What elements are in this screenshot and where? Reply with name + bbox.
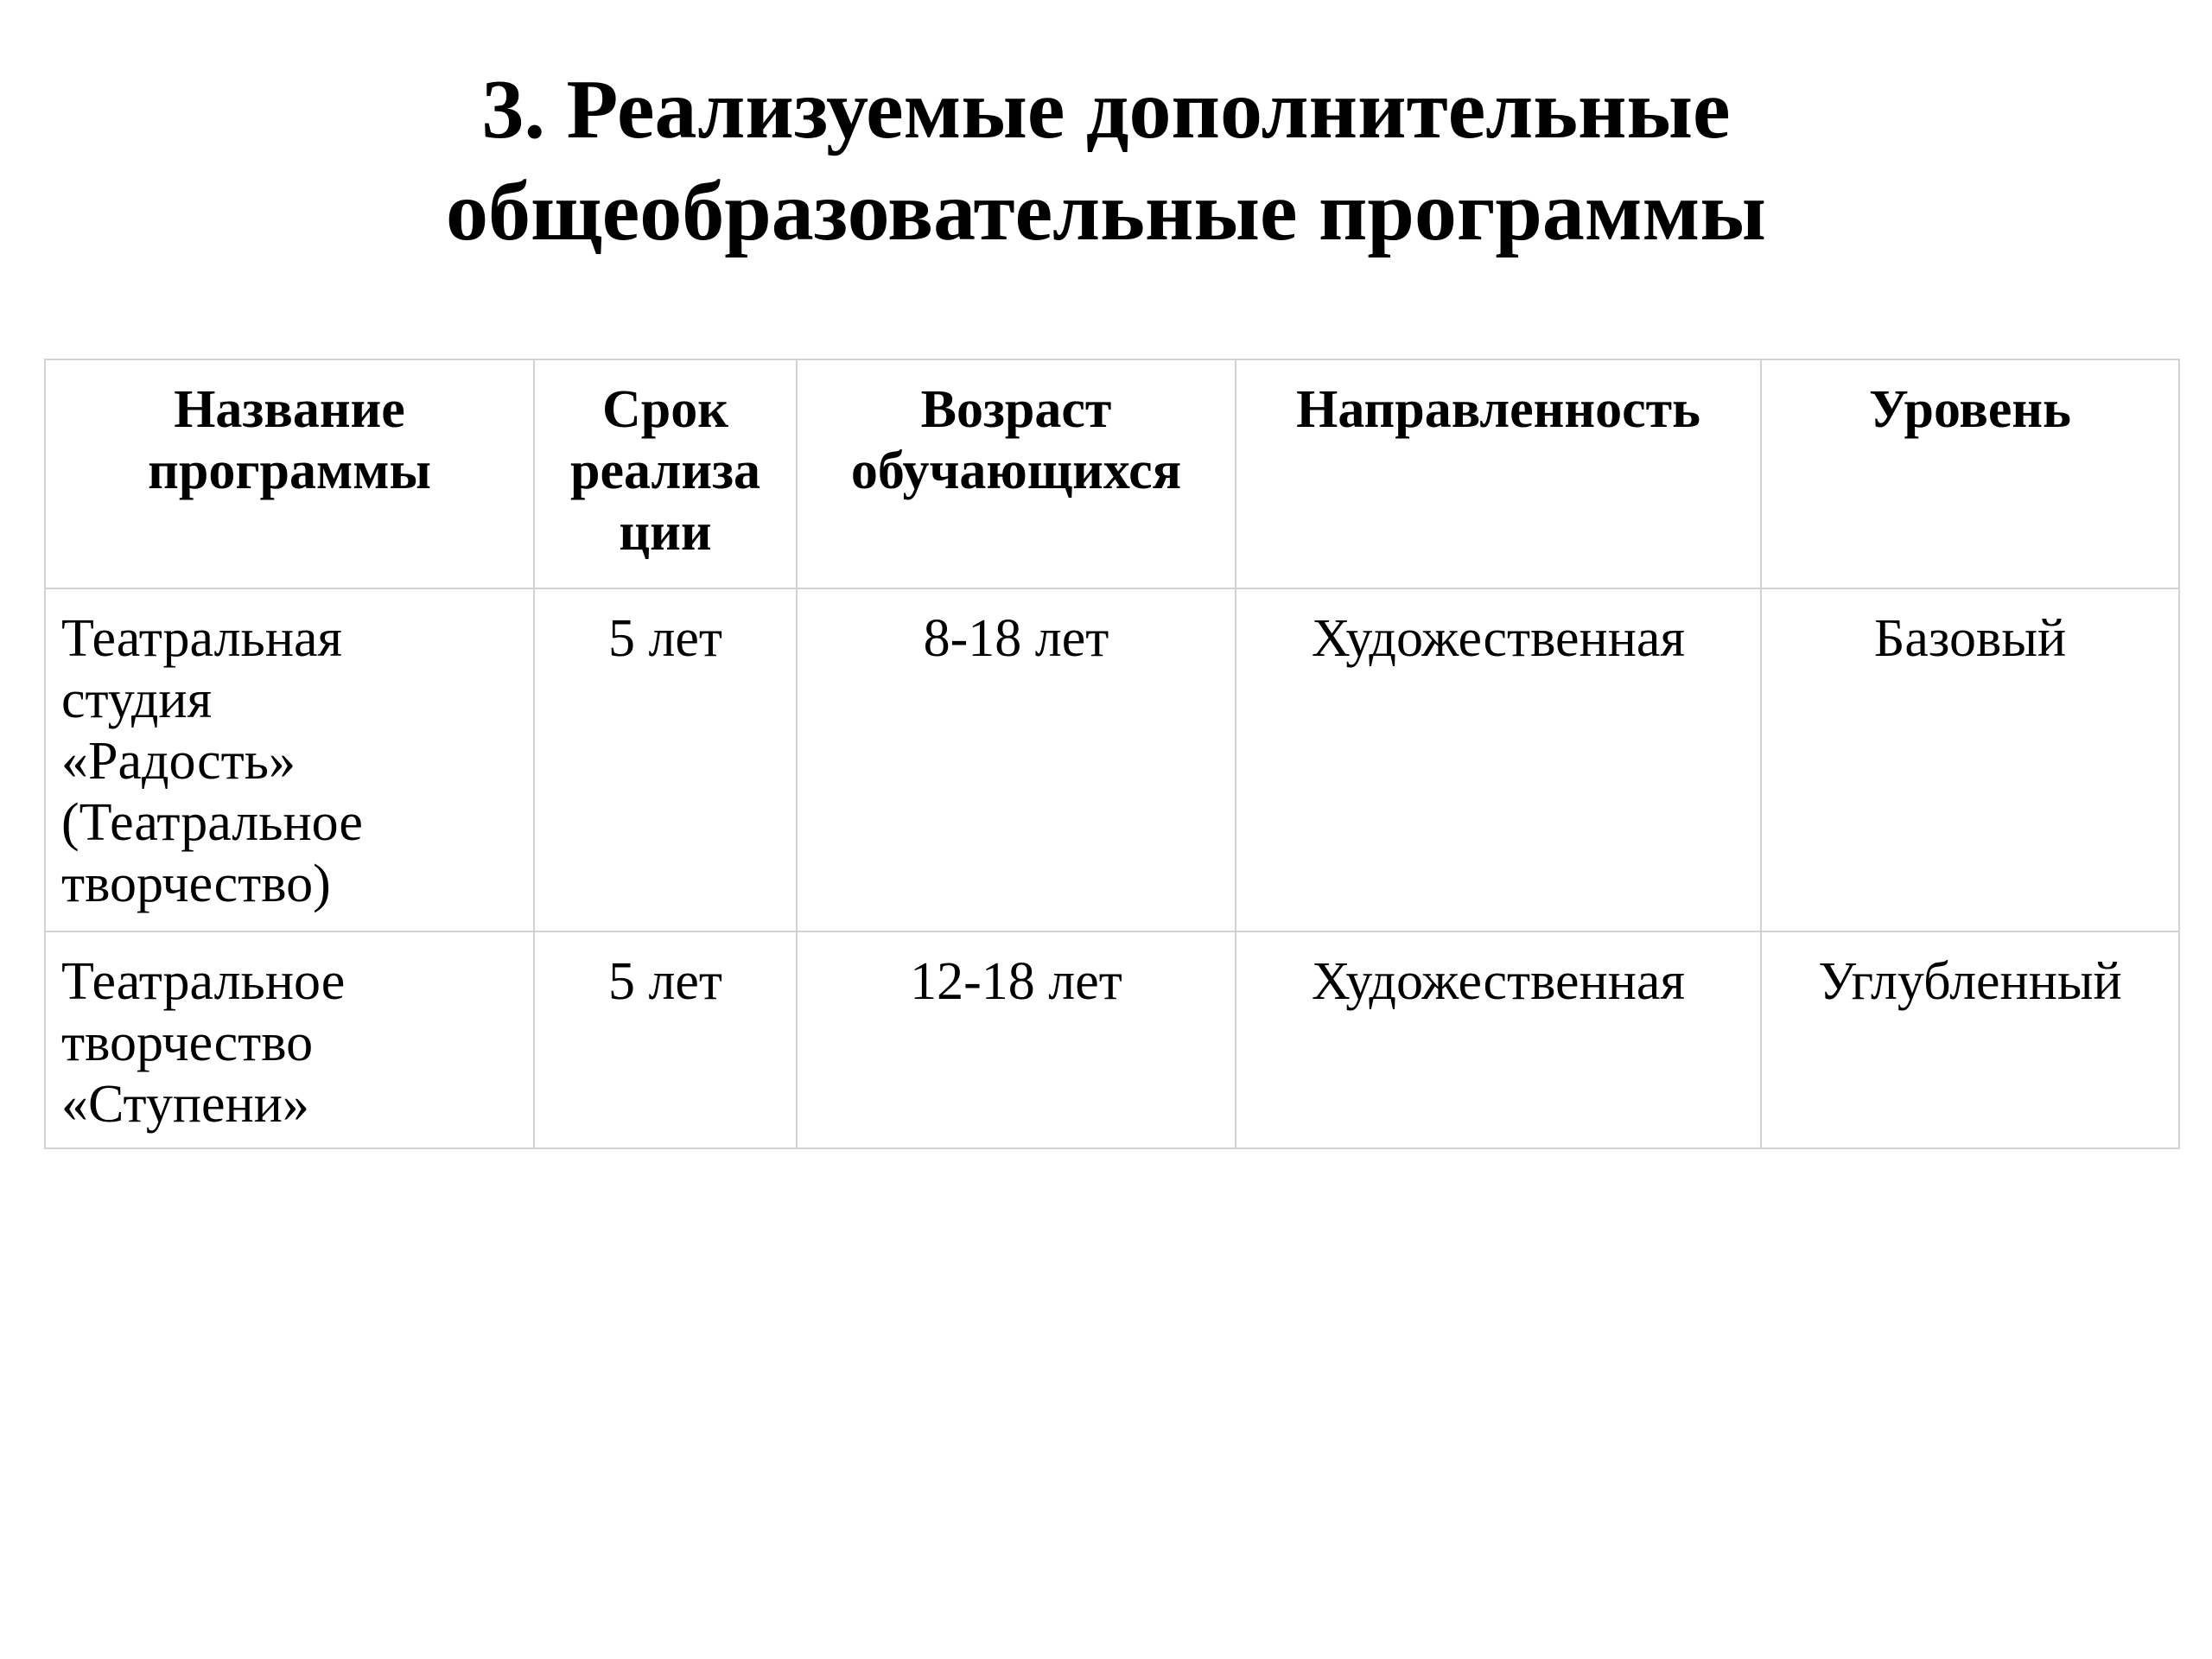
cell-program-name: Театральное творчество «Ступени» — [45, 931, 534, 1148]
table-row — [45, 931, 2179, 1148]
title-line-1: 3. Реализуемые дополнительные — [481, 63, 1731, 156]
cell-term: 5 лет — [534, 931, 797, 1148]
cell-level: Углубленный — [1761, 931, 2179, 1148]
title-line-2: общеобразовательные программы — [446, 165, 1766, 258]
header-program-name: Название программы — [45, 359, 534, 588]
cell-program-name: Театральная студия «Радость» (Театральное творчество) — [45, 588, 534, 931]
cell-direction: Художественная — [1236, 931, 1761, 1148]
header-level: Уровень — [1761, 359, 2179, 588]
cell-direction: Художественная — [1236, 588, 1761, 931]
slide-title — [0, 59, 2212, 263]
cell-age: 8-18 лет — [797, 588, 1236, 931]
cell-level: Базовый — [1761, 588, 2179, 931]
programs-table — [44, 359, 2180, 1149]
header-direction: Направленность — [1236, 359, 1761, 588]
programs-table-container — [44, 359, 2180, 1149]
table-row — [45, 588, 2179, 931]
table-header-row — [45, 359, 2179, 588]
header-term: Срок реализа ции — [534, 359, 797, 588]
header-age: Возраст обучающихся — [797, 359, 1236, 588]
cell-term: 5 лет — [534, 588, 797, 931]
cell-age: 12-18 лет — [797, 931, 1236, 1148]
